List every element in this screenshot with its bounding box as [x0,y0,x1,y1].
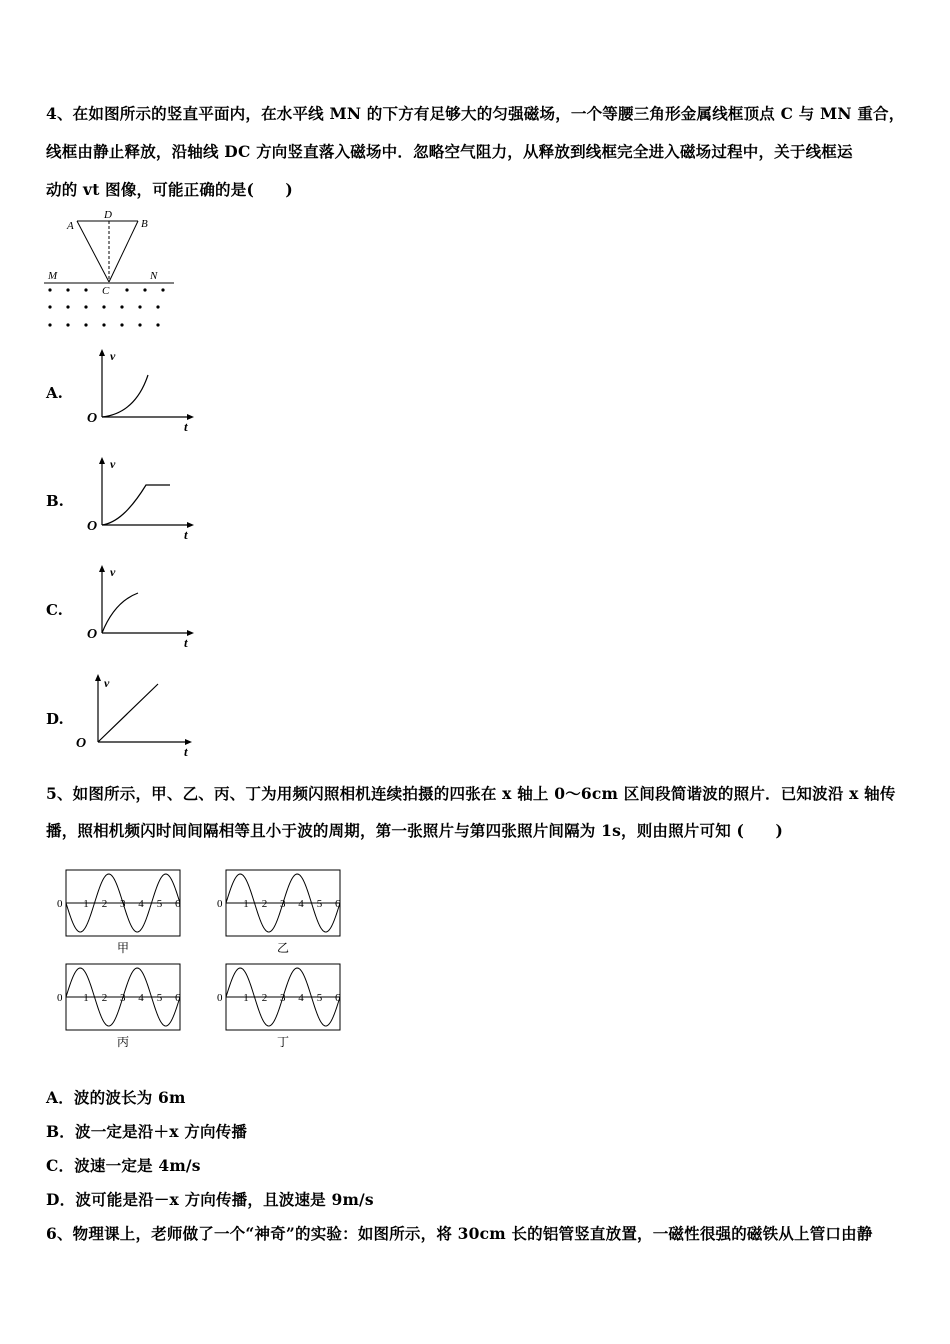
q4-text-line-3: 动的 vt 图像，可能正确的是( ) [46,180,293,199]
q4-text-line-2: 线框由静止释放，沿轴线 DC 方向竖直落入磁场中．忽略空气阻力，从释放到线框完全进入磁场过程中，关于线框运 [46,142,853,161]
tick-label: 0 [57,992,63,1004]
wave-panel-name: 丁 [277,1035,290,1049]
wave-panel-name: 丙 [117,1035,130,1049]
axis-t: t [184,635,188,650]
q4-option-c-label[interactable]: C. [46,601,63,619]
tick-label: 1 [83,992,89,1004]
label-B: B [141,218,148,230]
axis-v: v [110,457,116,471]
curve-a [102,375,148,417]
q4-option-a-label[interactable]: A. [46,384,63,402]
q4-option-d-graph [76,672,200,762]
tick-label: 0 [217,992,223,1004]
axis-v: v [104,676,110,690]
wave-panel-4 [217,964,341,1049]
q4-option-b-label[interactable]: B. [46,492,64,510]
tick-label: 1 [83,898,89,910]
axis-v: v [110,349,116,363]
q5-text-line-1: 5、如图所示，甲、乙、丙、丁为用频闪照相机连续拍摄的四张在 x 轴上 0～6cm 区间段简谐波的照片．已知波沿 x 轴传 [46,784,896,803]
tick-label: 2 [261,992,268,1004]
q4-triangle-field-figure [40,205,185,335]
tick-label: 1 [243,992,249,1004]
label-D: D [104,209,112,221]
tick-label: 6 [175,898,181,910]
q4-option-d-label[interactable]: D. [46,710,64,728]
tick-label: 6 [335,898,341,910]
q5-option-b[interactable]: B．波一定是沿＋x 方向传播 [46,1122,248,1141]
q5-wave-photos-figure [50,860,360,1060]
tick-label: 2 [101,992,108,1004]
tick-label: 1 [243,898,249,910]
label-N: N [150,270,158,282]
tick-label: 4 [298,992,304,1004]
origin-o: O [87,519,98,534]
q4-option-a-graph [80,347,200,437]
tick-label: 6 [335,992,341,1004]
q4-option-b-graph [80,455,200,545]
tick-label: 3 [280,898,286,910]
axis-t: t [184,419,188,434]
wave-panel-3 [57,964,181,1049]
line-d [98,684,158,742]
label-C: C [102,285,110,297]
origin-o: O [87,411,98,426]
curve-b [102,485,170,525]
q5-option-d[interactable]: D．波可能是沿－x 方向传播，且波速是 9m/s [46,1190,374,1209]
axis-v: v [110,565,116,579]
q4-option-c-graph [80,563,200,653]
tick-label: 3 [120,898,126,910]
q5-text-line-2: 播，照相机频闪时间间隔相等且小于波的周期，第一张照片与第四张照片间隔为 1s，则由照片可知 ( ) [46,821,783,840]
q4-text-line-1: 4、在如图所示的竖直平面内，在水平线 MN 的下方有足够大的匀强磁场，一个等腰三角形金属线框顶点 C 与 MN 重合， [46,104,905,123]
q5-option-a[interactable]: A．波的波长为 6m [46,1088,186,1107]
q5-option-c[interactable]: C．波速一定是 4m/s [46,1156,201,1175]
label-A: A [67,220,74,232]
tick-label: 2 [101,898,108,910]
tick-label: 5 [316,992,323,1004]
tick-label: 4 [298,898,304,910]
tick-label: 0 [57,898,63,910]
tick-label: 4 [138,898,144,910]
tick-label: 5 [156,898,163,910]
tick-label: 5 [316,898,323,910]
tick-label: 2 [261,898,268,910]
origin-o: O [76,736,87,751]
tick-label: 5 [156,992,163,1004]
triangle-left-edge [77,221,109,282]
axis-t: t [184,744,188,759]
tick-label: 3 [280,992,286,1004]
axis-t: t [184,527,188,542]
wave-panel-name: 甲 [117,941,130,955]
curve-c [102,593,138,633]
label-M: M [48,270,58,282]
triangle-right-edge [109,221,138,282]
wave-panel-1 [57,870,181,955]
wave-panel-name: 乙 [277,941,290,955]
origin-o: O [87,627,98,642]
wave-panel-2 [217,870,341,955]
tick-label: 6 [175,992,181,1004]
tick-label: 0 [217,898,223,910]
tick-label: 4 [138,992,144,1004]
q6-text-line-1: 6、物理课上，老师做了一个“神奇”的实验：如图所示，将 30cm 长的铝管竖直放置，一磁性很强的磁铁从上管口由静 [46,1224,873,1243]
tick-label: 3 [120,992,126,1004]
